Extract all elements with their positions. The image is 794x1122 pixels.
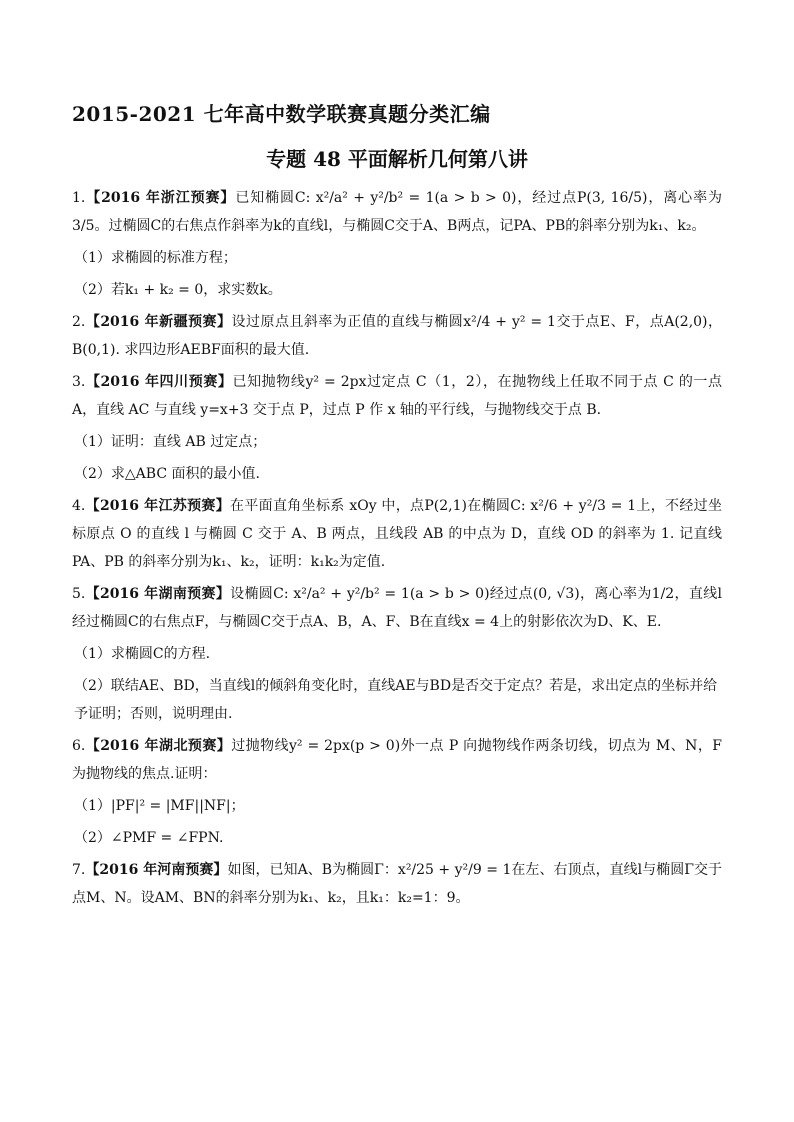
problem-source-tag: 【2016 年四川预赛】 xyxy=(85,374,233,390)
sub-question: （2）若k₁ + k₂ = 0，求实数k。 xyxy=(74,282,282,298)
section-title: 专题 48 平面解析几何第八讲 xyxy=(266,147,528,171)
problem-number: 1. xyxy=(72,190,86,206)
problem-1 xyxy=(72,184,722,304)
document-title: 2015-2021 七年高中数学联赛真题分类汇编 xyxy=(72,102,491,126)
problem-text: 已知椭圆C: x²/a² + y²/b² = 1(a > b > 0)，经过点P(3, 16/5)，离心率为3/5。过椭圆C的右焦点作斜率为k的直线l，与椭圆C交于A、B两点，记PA、PB的斜率分别为k₁、k₂。 xyxy=(72,190,722,234)
problem-source-tag: 【2016 年湖北预赛】 xyxy=(85,738,232,754)
sub-question: （1）求椭圆的标准方程； xyxy=(74,250,237,266)
sub-question: （1）|PF|² = |MF||NF|； xyxy=(74,798,245,814)
problem-7 xyxy=(72,856,722,912)
problem-source-tag: 【2016 年新疆预赛】 xyxy=(85,314,232,330)
problem-number: 2. xyxy=(72,314,86,330)
sub-question: （2）联结AE、BD，当直线l的倾斜角变化时，直线AE与BD是否交于定点？若是，求出定点的坐标并给予证明；否则，说明理由. xyxy=(74,678,718,722)
problem-number: 5. xyxy=(72,586,86,602)
sub-question: （2）求△ABC 面积的最小值. xyxy=(74,466,260,482)
problem-text: 如图，已知A、B为椭圆Γ：x²/25 + y²/9 = 1在左、右顶点，直线l与椭圆Γ交于点M、N。设AM、BN的斜率分别为k₁、k₂，且k₁：k₂=1：9。 xyxy=(72,862,723,906)
problem-text: 设过原点且斜率为正值的直线与椭圆x²/4 + y² = 1交于点E、F，点A(2,0)，B(0,1). 求四边形AEBF面积的最大值. xyxy=(72,314,722,358)
problem-source-tag: 【2016 年河南预赛】 xyxy=(85,862,228,878)
problem-source-tag: 【2016 年湖南预赛】 xyxy=(85,586,231,602)
sub-question: （1）求椭圆C的方程. xyxy=(74,646,211,662)
problem-number: 6. xyxy=(72,738,86,754)
problem-3 xyxy=(72,368,722,488)
problem-6 xyxy=(72,732,722,852)
problem-5 xyxy=(72,580,722,728)
problem-2 xyxy=(72,308,722,364)
problem-source-tag: 【2016 年浙江预赛】 xyxy=(85,190,236,206)
sub-question: （1）证明：直线 AB 过定点； xyxy=(74,434,267,450)
problem-text: 已知抛物线y² = 2px过定点 C（1，2），在抛物线上任取不同于点 C 的一点 A，直线 AC 与直线 y=x+3 交于点 P，过点 P 作 x 轴的平行线，与抛物线交于点 B. xyxy=(72,374,722,418)
sub-question: （2）∠PMF = ∠FPN. xyxy=(74,830,224,846)
problem-text: 设椭圆C: x²/a² + y²/b² = 1(a > b > 0)经过点(0, √3)，离心率为1/2，直线l经过椭圆C的右焦点F，与椭圆C交于点A、B，A、F、B在直线x = 4上的射影依次为D、K、E. xyxy=(72,586,723,630)
problem-4 xyxy=(72,492,722,576)
problem-source-tag: 【2016 年江苏预赛】 xyxy=(85,498,231,514)
problem-number: 3. xyxy=(72,374,86,390)
problem-number: 4. xyxy=(72,498,86,514)
problem-text: 在平面直角坐标系 xOy 中，点P(2,1)在椭圆C: x²/6 + y²/3 = 1上，不经过坐标原点 O 的直线 l 与椭圆 C 交于 A、B 两点，且线段 AB 的中点为 D，直线 OD 的斜率为 1. 记直线 PA、PB 的斜率分别为k₁、k₂，证明：k₁k₂为定值. xyxy=(72,498,722,570)
problem-number: 7. xyxy=(72,862,86,878)
problem-text: 过抛物线y² = 2px(p > 0)外一点 P 向抛物线作两条切线，切点为 M、N，F 为抛物线的焦点.证明： xyxy=(72,738,722,782)
